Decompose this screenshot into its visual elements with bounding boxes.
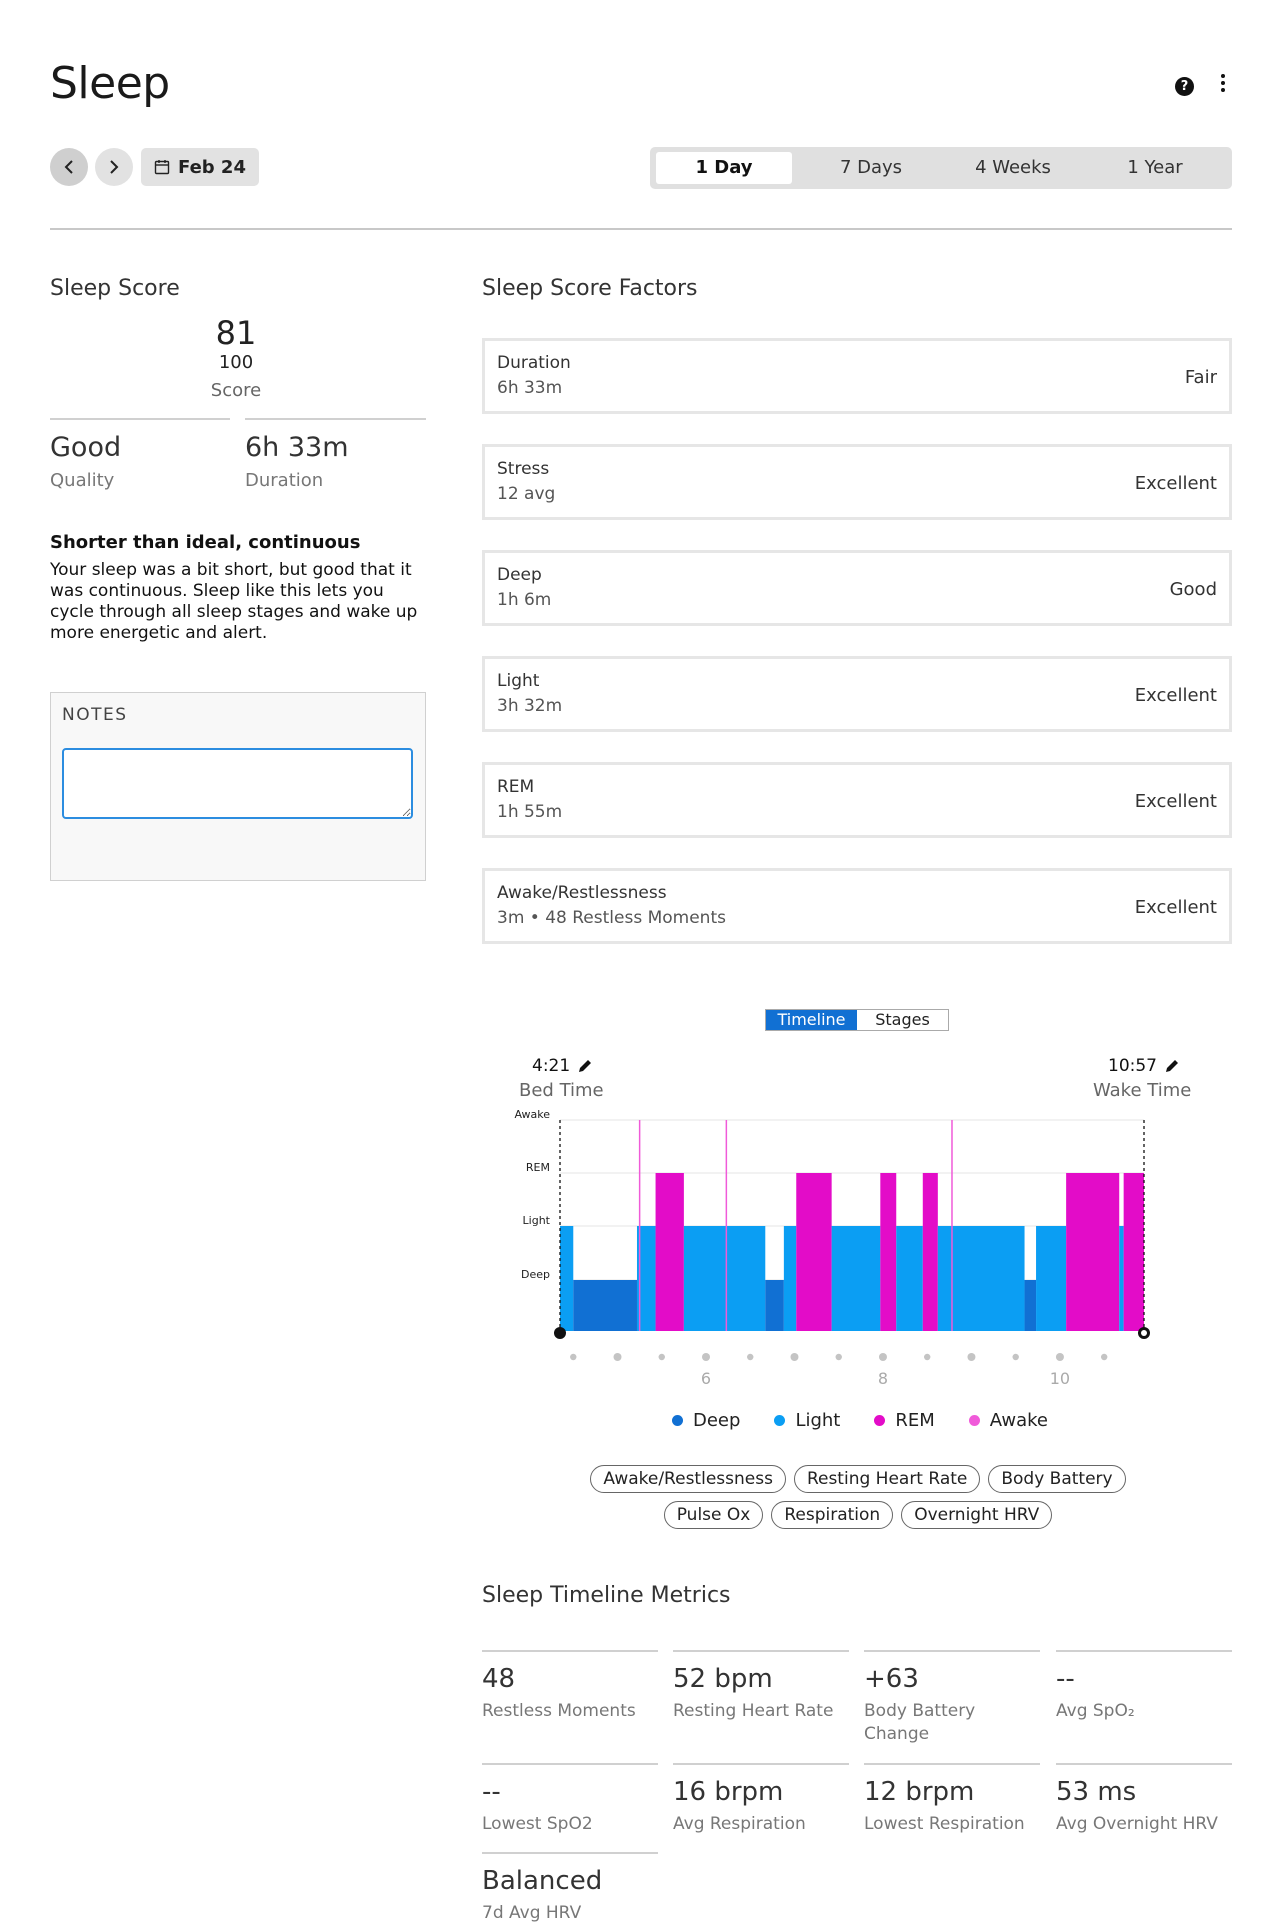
more-options-icon[interactable] bbox=[1213, 72, 1233, 94]
legend-swatch bbox=[874, 1415, 885, 1426]
sleep-summary-heading: Shorter than ideal, continuous bbox=[50, 532, 361, 553]
factor-rating: Fair bbox=[1184, 367, 1217, 388]
chart-view-toggle bbox=[765, 1009, 949, 1031]
sleep-score-title: Sleep Score bbox=[50, 276, 180, 301]
factor-name: Light bbox=[497, 671, 540, 691]
stage-bar bbox=[784, 1226, 796, 1331]
x-axis-dot bbox=[570, 1354, 576, 1360]
pill-respiration[interactable]: Respiration bbox=[771, 1501, 893, 1529]
tab-timeline[interactable]: Timeline bbox=[766, 1010, 857, 1030]
help-icon[interactable]: ? bbox=[1175, 77, 1194, 96]
stage-bar bbox=[560, 1226, 573, 1331]
stage-bar bbox=[573, 1280, 637, 1331]
stage-bar bbox=[796, 1173, 831, 1331]
duration-divider bbox=[245, 418, 426, 420]
metric-overlay-row-1 bbox=[478, 1465, 1238, 1493]
factor-name: Duration bbox=[497, 353, 571, 373]
x-tick-label: 10 bbox=[1049, 1369, 1071, 1388]
legend-label: REM bbox=[895, 1410, 935, 1431]
date-label: Feb 24 bbox=[178, 156, 246, 178]
x-axis-dot bbox=[1012, 1354, 1018, 1360]
factor-value: 1h 6m bbox=[497, 590, 552, 610]
metric-value: 12 brpm bbox=[864, 1777, 975, 1807]
factor-name: Awake/Restlessness bbox=[497, 883, 667, 903]
quality-value: Good bbox=[50, 432, 122, 463]
stage-bar bbox=[938, 1226, 1025, 1331]
legend-label: Awake bbox=[989, 1410, 1048, 1431]
date-picker-button[interactable] bbox=[141, 148, 259, 186]
range-option-1-year[interactable]: 1 Year bbox=[1127, 157, 1183, 178]
pill-awake-restlessness[interactable]: Awake/Restlessness bbox=[590, 1465, 786, 1493]
stage-bar bbox=[1119, 1226, 1123, 1331]
x-axis-dot bbox=[836, 1354, 842, 1360]
metric-value: 53 ms bbox=[1056, 1777, 1137, 1807]
pill-resting-heart-rate[interactable]: Resting Heart Rate bbox=[794, 1465, 980, 1493]
x-tick-label: 8 bbox=[877, 1369, 889, 1388]
sleep-score-caption: Score bbox=[210, 380, 262, 401]
duration-caption: Duration bbox=[245, 470, 324, 491]
metric-label: Avg Respiration bbox=[673, 1814, 806, 1834]
range-option-1-day[interactable]: 1 Day bbox=[656, 152, 792, 184]
metric-label: Avg SpO₂ bbox=[1056, 1701, 1135, 1721]
factor-value: 6h 33m bbox=[497, 378, 563, 398]
metric-7d-avg-hrv bbox=[482, 1852, 658, 1925]
stage-bar bbox=[765, 1280, 784, 1331]
bed-time-value: 4:21 bbox=[532, 1056, 571, 1076]
pencil-icon bbox=[576, 1057, 594, 1075]
notes-input[interactable] bbox=[62, 748, 413, 819]
factor-card-awake-restlessness[interactable] bbox=[482, 868, 1232, 944]
metric-label: Avg Overnight HRV bbox=[1056, 1814, 1218, 1834]
legend-swatch bbox=[672, 1415, 683, 1426]
metric-avg-overnight-hrv bbox=[1056, 1763, 1232, 1836]
x-axis-dot bbox=[702, 1353, 710, 1361]
x-axis-dot bbox=[659, 1354, 665, 1360]
page-title: Sleep bbox=[50, 58, 170, 109]
x-axis-dot bbox=[747, 1354, 753, 1360]
factor-card-stress[interactable] bbox=[482, 444, 1232, 520]
factor-value: 3m • 48 Restless Moments bbox=[497, 908, 726, 928]
metric-avg-spo2 bbox=[1056, 1650, 1232, 1723]
wake-time-caption: Wake Time bbox=[1093, 1080, 1192, 1101]
stage-bar bbox=[1066, 1173, 1119, 1331]
x-axis-dot bbox=[967, 1353, 975, 1361]
sleep-factors-title: Sleep Score Factors bbox=[482, 276, 698, 301]
pill-pulse-ox[interactable]: Pulse Ox bbox=[664, 1501, 764, 1529]
range-toggle bbox=[650, 147, 1232, 189]
y-tick-label: Deep bbox=[521, 1268, 550, 1281]
y-tick-label: Awake bbox=[514, 1108, 550, 1121]
metric-avg-respiration bbox=[673, 1763, 849, 1836]
metric-body-battery-change bbox=[864, 1650, 1040, 1746]
metric-overlay-row-2 bbox=[478, 1501, 1238, 1529]
bed-time-caption: Bed Time bbox=[519, 1080, 604, 1101]
factor-value: 12 avg bbox=[497, 484, 556, 504]
duration-value: 6h 33m bbox=[245, 432, 349, 463]
chevron-right-icon bbox=[107, 159, 121, 175]
legend-item-deep bbox=[672, 1410, 740, 1431]
stage-bar bbox=[1025, 1280, 1037, 1331]
legend-label: Deep bbox=[693, 1410, 741, 1431]
metric-label: 7d Avg HRV bbox=[482, 1903, 582, 1923]
factor-name: Stress bbox=[497, 459, 550, 479]
stage-bar bbox=[880, 1173, 896, 1331]
factor-card-duration[interactable] bbox=[482, 338, 1232, 414]
previous-day-button[interactable] bbox=[50, 148, 88, 186]
wake-time-edit[interactable] bbox=[1108, 1056, 1181, 1076]
metric-restless-moments bbox=[482, 1650, 658, 1723]
header-divider bbox=[50, 228, 1232, 230]
metric-lowest-respiration bbox=[864, 1763, 1040, 1836]
metric-label: Body Battery Change bbox=[864, 1701, 976, 1744]
factor-card-light[interactable] bbox=[482, 656, 1232, 732]
legend-item-awake bbox=[969, 1410, 1048, 1431]
stage-bar bbox=[896, 1226, 923, 1331]
metric-label: Restless Moments bbox=[482, 1701, 636, 1721]
factor-rating: Excellent bbox=[1134, 473, 1217, 494]
chevron-left-icon bbox=[62, 159, 76, 175]
notes-label: NOTES bbox=[62, 705, 128, 725]
x-axis-dot bbox=[879, 1353, 887, 1361]
metric-label: Lowest SpO2 bbox=[482, 1814, 593, 1834]
metric-value: -- bbox=[482, 1777, 501, 1807]
pill-body-battery[interactable]: Body Battery bbox=[988, 1465, 1125, 1493]
factor-name: REM bbox=[497, 777, 535, 797]
factor-card-deep[interactable] bbox=[482, 550, 1232, 626]
metric-value: +63 bbox=[864, 1664, 919, 1694]
next-day-button[interactable] bbox=[95, 148, 133, 186]
factor-value: 1h 55m bbox=[497, 802, 563, 822]
metric-lowest-spo2 bbox=[482, 1763, 658, 1836]
pill-overnight-hrv[interactable]: Overnight HRV bbox=[901, 1501, 1052, 1529]
factor-rating: Excellent bbox=[1134, 791, 1217, 812]
stage-bar bbox=[656, 1173, 684, 1331]
x-axis-dot bbox=[1056, 1353, 1064, 1361]
pencil-icon bbox=[1163, 1057, 1181, 1075]
sleep-timeline-chart[interactable] bbox=[500, 1100, 1180, 1400]
legend-swatch bbox=[969, 1415, 980, 1426]
y-tick-label: Light bbox=[522, 1214, 550, 1227]
metric-value: Balanced bbox=[482, 1866, 603, 1896]
bed-time-edit[interactable] bbox=[532, 1056, 594, 1076]
stage-bar bbox=[923, 1173, 938, 1331]
x-axis-dot bbox=[924, 1354, 930, 1360]
bed-time-marker bbox=[554, 1327, 566, 1339]
stage-bar bbox=[1124, 1173, 1144, 1331]
wake-time-marker-center bbox=[1141, 1330, 1147, 1336]
x-tick-label: 6 bbox=[700, 1369, 712, 1388]
x-axis-dot bbox=[790, 1353, 798, 1361]
factor-rating: Excellent bbox=[1134, 685, 1217, 706]
factor-card-rem[interactable] bbox=[482, 762, 1232, 838]
stage-bar bbox=[684, 1226, 765, 1331]
x-axis-dot bbox=[614, 1353, 622, 1361]
factor-value: 3h 32m bbox=[497, 696, 563, 716]
factor-name: Deep bbox=[497, 565, 542, 585]
quality-caption: Quality bbox=[50, 470, 115, 491]
metric-label: Resting Heart Rate bbox=[673, 1701, 834, 1721]
y-tick-label: REM bbox=[525, 1161, 550, 1174]
chart-legend bbox=[672, 1410, 1048, 1431]
legend-swatch bbox=[774, 1415, 785, 1426]
x-axis-dot bbox=[1101, 1354, 1107, 1360]
sleep-score-max: 100 bbox=[218, 352, 254, 373]
sleep-summary-text: Your sleep was a bit short, but good that it was continuous. Sleep like this lets you cycle through all sleep stages and wake up more energetic and alert. bbox=[50, 560, 418, 643]
stage-bar bbox=[1036, 1226, 1066, 1331]
legend-label: Light bbox=[795, 1410, 841, 1431]
legend-item-rem bbox=[874, 1410, 934, 1431]
tab-stages[interactable]: Stages bbox=[875, 1010, 930, 1029]
range-option-7-days[interactable]: 7 Days bbox=[839, 157, 903, 178]
legend-item-light bbox=[774, 1410, 840, 1431]
metric-resting-heart-rate bbox=[673, 1650, 849, 1723]
range-option-4-weeks[interactable]: 4 Weeks bbox=[975, 157, 1051, 178]
metric-value: 52 bpm bbox=[673, 1664, 773, 1694]
metric-value: -- bbox=[1056, 1664, 1075, 1694]
metric-value: 48 bbox=[482, 1664, 516, 1694]
factor-rating: Good bbox=[1169, 579, 1217, 600]
stage-bar bbox=[832, 1226, 881, 1331]
timeline-metrics-title: Sleep Timeline Metrics bbox=[482, 1583, 731, 1608]
calendar-icon bbox=[154, 159, 170, 175]
factor-rating: Excellent bbox=[1134, 897, 1217, 918]
sleep-score-value: 81 bbox=[215, 314, 257, 352]
metric-value: 16 brpm bbox=[673, 1777, 784, 1807]
quality-divider bbox=[50, 418, 230, 420]
metric-label: Lowest Respiration bbox=[864, 1814, 1025, 1834]
wake-time-value: 10:57 bbox=[1108, 1056, 1157, 1076]
